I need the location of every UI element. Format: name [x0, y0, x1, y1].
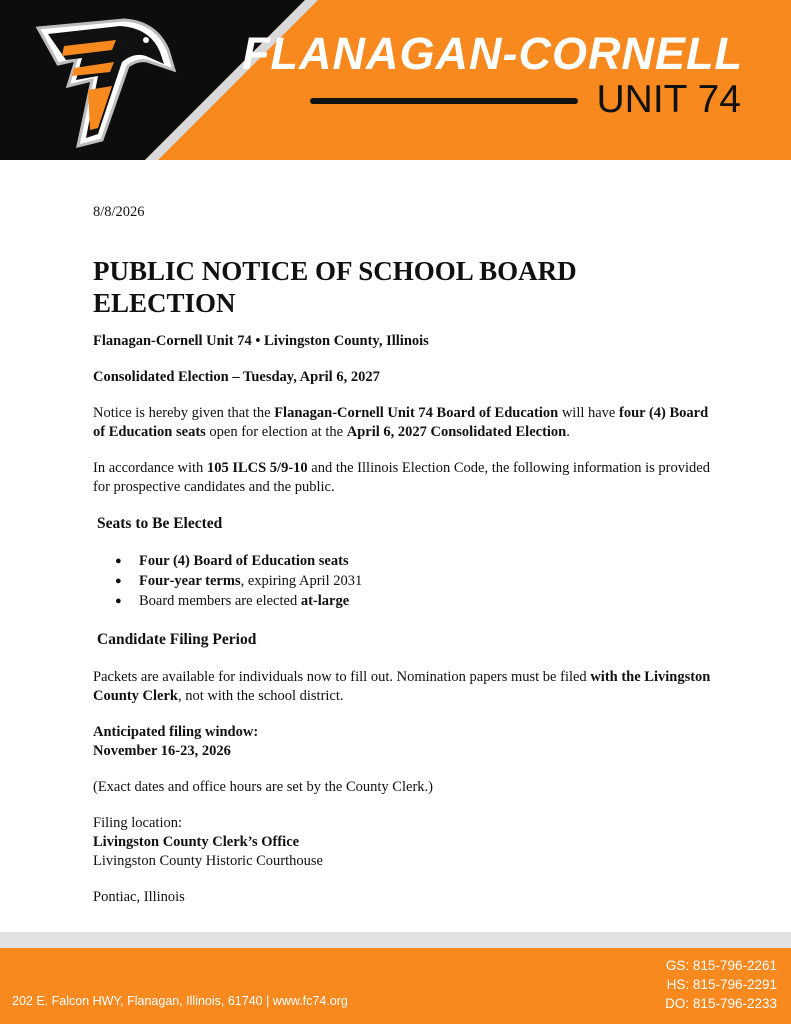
footer-divider — [0, 932, 791, 948]
filing-heading: Candidate Filing Period — [97, 631, 257, 648]
notice-paragraph: Notice is hereby given that the Flanagan‑Cornell Unit 74 Board of Education will have four (4) Board of Education seats open for election at the April 6, 2027 Consolidated Election. — [93, 405, 709, 440]
falcon-logo-icon — [28, 10, 178, 150]
accordance-paragraph: In accordance with 105 ILCS 5/9‑10 and the Illinois Election Code, the following information is provided for prospective candidates and the public. — [93, 460, 710, 495]
list-item: ● Board members are elected at‑large — [139, 592, 713, 611]
election-line: Consolidated Election – Tuesday, April 6, 2027 — [93, 369, 380, 385]
title-divider — [310, 98, 578, 104]
filing-window: Anticipated filing window: November 16-23, 2026 — [93, 724, 259, 759]
seats-heading: Seats to Be Elected — [97, 515, 223, 532]
list-item: ● Four‑year terms, expiring April 2031 — [139, 572, 713, 591]
location-city: Pontiac, Illinois — [93, 889, 185, 905]
filing-location: Filing location: Livingston County Clerk’s Office Livingston County Historic Courthouse — [93, 815, 323, 869]
letterhead-footer — [0, 948, 791, 1024]
phone-hs: HS: 815-796-2291 — [666, 977, 777, 992]
unit-subtitle: UNIT 74 — [596, 78, 741, 121]
packets-paragraph: Packets are available for individuals now to fill out. Nomination papers must be filed with the Livingston County Clerk, not with the school district. — [93, 669, 711, 704]
letterhead-header — [0, 0, 791, 160]
district-line: Flanagan‑Cornell Unit 74 • Livingston County, Illinois — [93, 333, 429, 349]
notice-body — [93, 203, 713, 924]
phone-gs: GS: 815-796-2261 — [665, 958, 777, 973]
district-title: FLANAGAN-CORNELL — [242, 28, 743, 79]
notice-date: 8/8/2026 — [93, 204, 145, 220]
phone-do: DO: 815-796-2233 — [665, 996, 777, 1011]
list-item: ● Four (4) Board of Education seats — [139, 552, 713, 571]
exact-dates-note: (Exact dates and office hours are set by the County Clerk.) — [93, 779, 433, 795]
footer-address: 202 E. Falcon HWY, Flanagan, Illinois, 61740 | www.fc74.org — [12, 994, 348, 1008]
notice-heading: PUBLIC NOTICE OF SCHOOL BOARD ELECTION — [93, 256, 577, 318]
footer-phones — [665, 956, 777, 1013]
seats-list — [93, 552, 713, 611]
